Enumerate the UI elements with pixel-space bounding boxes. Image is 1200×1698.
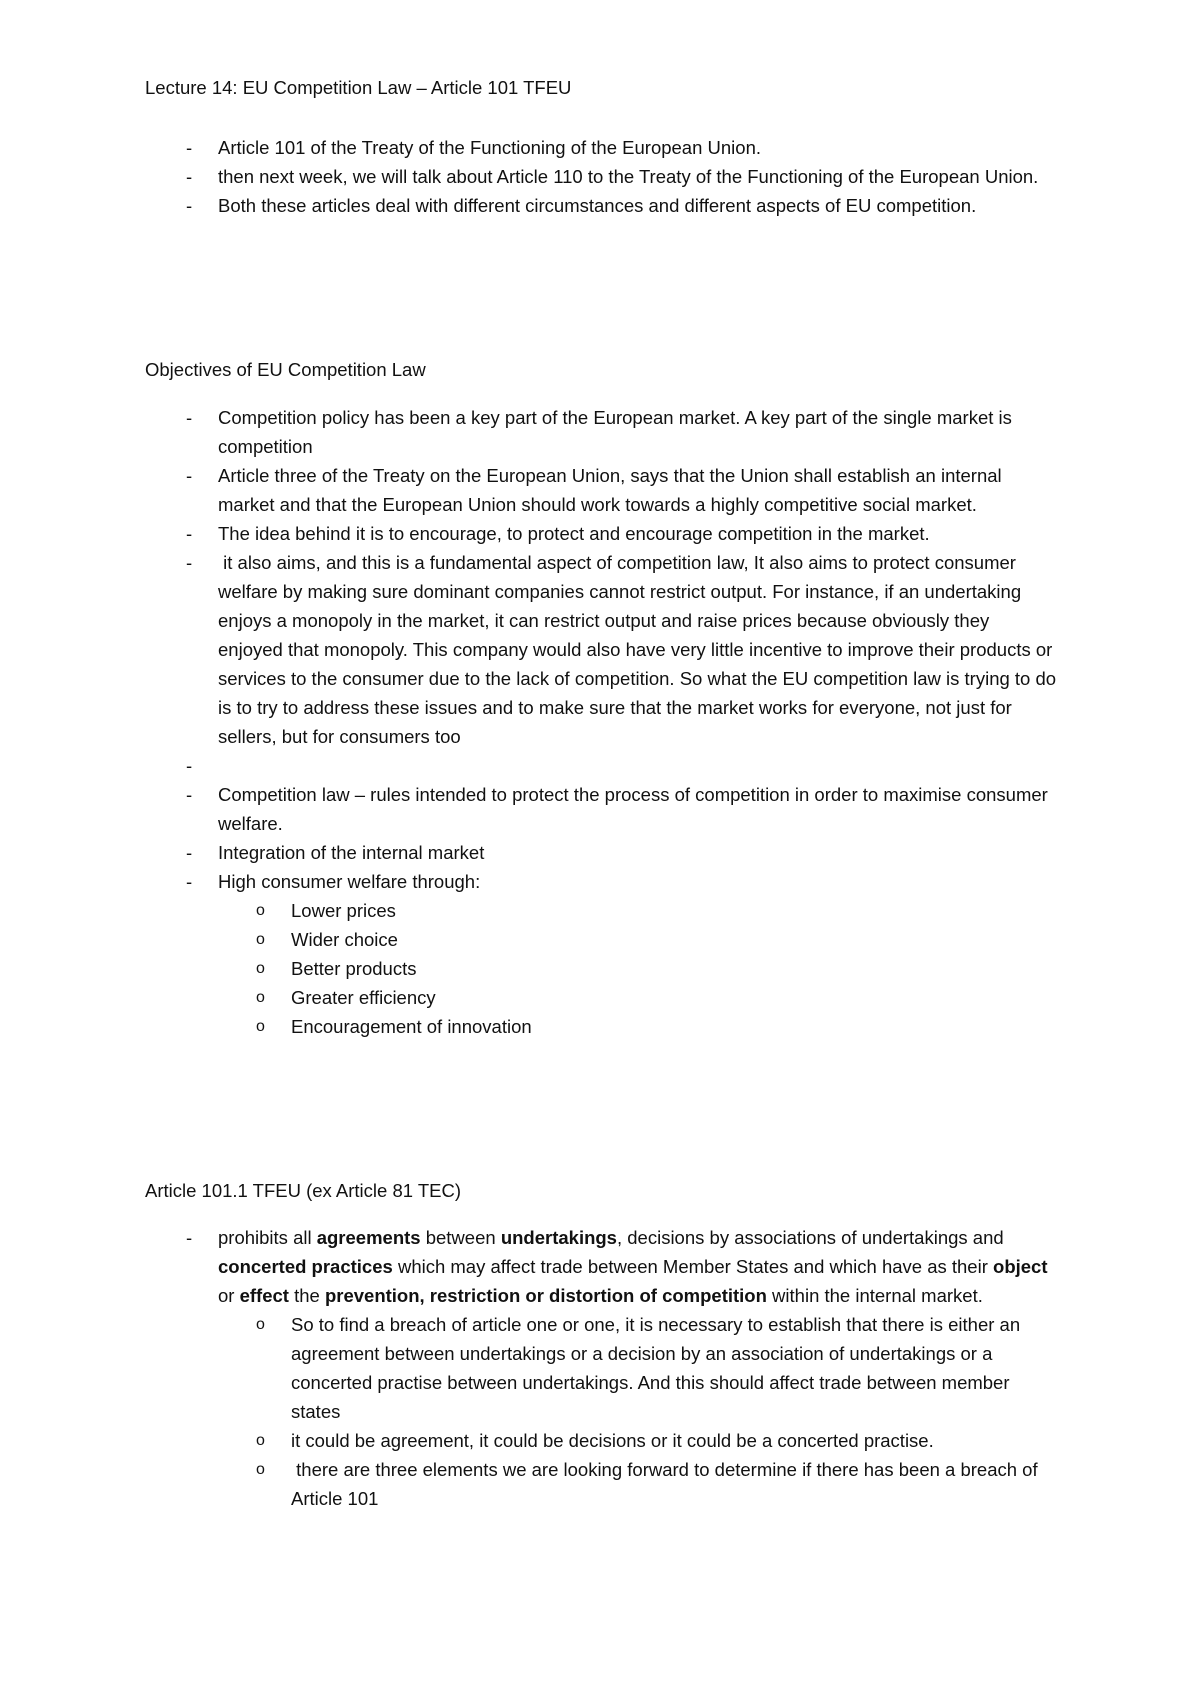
text-run: between — [420, 1227, 501, 1248]
sub-list-item-text: Wider choice — [291, 929, 398, 950]
sub-list-item — [0, 896, 1058, 925]
sub-list-item-text: So to find a breach of article one or one, it is necessary to establish that there is either an agreement between undertakings or a decision by an association of undertakings or a concerted practise between undertakings. And this should affect trade between member states — [291, 1314, 1021, 1422]
list-item-text: The idea behind it is to encourage, to protect and encourage competition in the market. — [218, 523, 930, 544]
sub-list-item-text: Lower prices — [291, 900, 396, 921]
sub-list-item — [0, 954, 1058, 983]
article-heading: Article 101.1 TFEU (ex Article 81 TEC) — [145, 1180, 461, 1201]
sub-list-item-text: Better products — [291, 958, 417, 979]
list-item-text: Competition law – rules intended to protect the process of competition in order to maximise consumer welfare. — [218, 784, 1048, 834]
circle-bullet: o — [256, 1316, 265, 1333]
dash-bullet: - — [186, 1227, 193, 1248]
objectives-heading: Objectives of EU Competition Law — [145, 359, 426, 380]
list-item-text: Article three of the Treaty on the European Union, says that the Union shall establish an internal market and that the European Union should work towards a highly competitive social market. — [218, 465, 1002, 515]
dash-bullet: - — [186, 871, 193, 892]
document-title: Lecture 14: EU Competition Law – Article 101 TFEU — [145, 77, 572, 98]
list-item-text: Article 101 of the Treaty of the Functioning of the European Union. — [218, 137, 762, 158]
intro-list — [0, 133, 1200, 220]
bold-term: concerted practices — [218, 1256, 393, 1277]
list-item — [0, 867, 1058, 896]
text-run: , decisions by associations of undertakings and — [616, 1227, 1004, 1248]
sub-list-item-text: there are three elements we are looking forward to determine if there has been a breach of Article 101 — [291, 1459, 1042, 1509]
bold-term: prevention, restriction or distortion of competition — [324, 1285, 767, 1306]
dash-bullet: - — [186, 755, 193, 776]
sub-list-item-text: Greater efficiency — [291, 987, 436, 1008]
list-item — [0, 403, 1058, 461]
bold-term: undertakings — [500, 1227, 617, 1248]
list-item-text: Both these articles deal with different circumstances and different aspects of EU competition. — [218, 195, 977, 216]
list-item — [0, 191, 1058, 220]
sub-list-item-text: it could be agreement, it could be decisions or it could be a concerted practise. — [291, 1430, 934, 1451]
list-item — [0, 780, 1058, 838]
sub-list-item — [0, 925, 1058, 954]
circle-bullet: o — [256, 931, 265, 948]
list-item-empty — [0, 751, 1058, 780]
list-item-text: then next week, we will talk about Article 110 to the Treaty of the Functioning of the European Union. — [218, 166, 1039, 187]
dash-bullet: - — [186, 842, 193, 863]
text-run: which may affect trade between Member States and which have as their — [392, 1256, 994, 1277]
list-item-text: it also aims, and this is a fundamental aspect of competition law, It also aims to protect consumer welfare by making sure dominant companies cannot restrict output. For instance, if an undertaking enjoys a monopoly in the market, it can restrict output and raise prices because obviously they enjoyed that monopoly. This company would also have very little incentive to improve their products or services to the consumer due to the lack of competition. So what the EU competition law is trying to do is to try to address these issues and to make sure that the market works for everyone, not just for sellers, but for consumers too — [218, 552, 1062, 747]
sub-list-item — [0, 1455, 1058, 1513]
circle-bullet: o — [256, 960, 265, 977]
list-item-text: Integration of the internal market — [218, 842, 485, 863]
sub-list-item — [0, 983, 1058, 1012]
dash-bullet: - — [186, 552, 193, 573]
text-run: the — [288, 1285, 325, 1306]
sub-list-item — [0, 1426, 1058, 1455]
text-run: within the internal market. — [766, 1285, 983, 1306]
list-item — [0, 1223, 1058, 1310]
list-item-text: Competition policy has been a key part of the European market. A key part of the single market is competition — [218, 407, 1012, 457]
list-item — [0, 133, 1058, 162]
list-item — [0, 461, 1058, 519]
article-main-text — [218, 1227, 1048, 1306]
circle-bullet: o — [256, 989, 265, 1006]
bold-term: effect — [239, 1285, 289, 1306]
list-item — [0, 162, 1058, 191]
text-run: prohibits all — [218, 1227, 317, 1248]
dash-bullet: - — [186, 195, 193, 216]
article-list — [0, 1223, 1200, 1513]
objectives-list — [0, 403, 1200, 1041]
circle-bullet: o — [256, 1461, 265, 1478]
dash-bullet: - — [186, 465, 193, 486]
list-item — [0, 548, 1062, 751]
dash-bullet: - — [186, 784, 193, 805]
circle-bullet: o — [256, 1432, 265, 1449]
circle-bullet: o — [256, 902, 265, 919]
bold-term: object — [993, 1256, 1048, 1277]
sub-list-item — [0, 1012, 1058, 1041]
dash-bullet: - — [186, 523, 193, 544]
list-item — [0, 519, 1058, 548]
sub-list-item — [0, 1310, 1058, 1426]
dash-bullet: - — [186, 137, 193, 158]
list-item — [0, 838, 1058, 867]
list-item-text: High consumer welfare through: — [218, 871, 481, 892]
dash-bullet: - — [186, 407, 193, 428]
bold-term: agreements — [316, 1227, 421, 1248]
dash-bullet: - — [186, 166, 193, 187]
sub-list-item-text: Encouragement of innovation — [291, 1016, 532, 1037]
text-run: or — [218, 1285, 240, 1306]
circle-bullet: o — [256, 1018, 265, 1035]
